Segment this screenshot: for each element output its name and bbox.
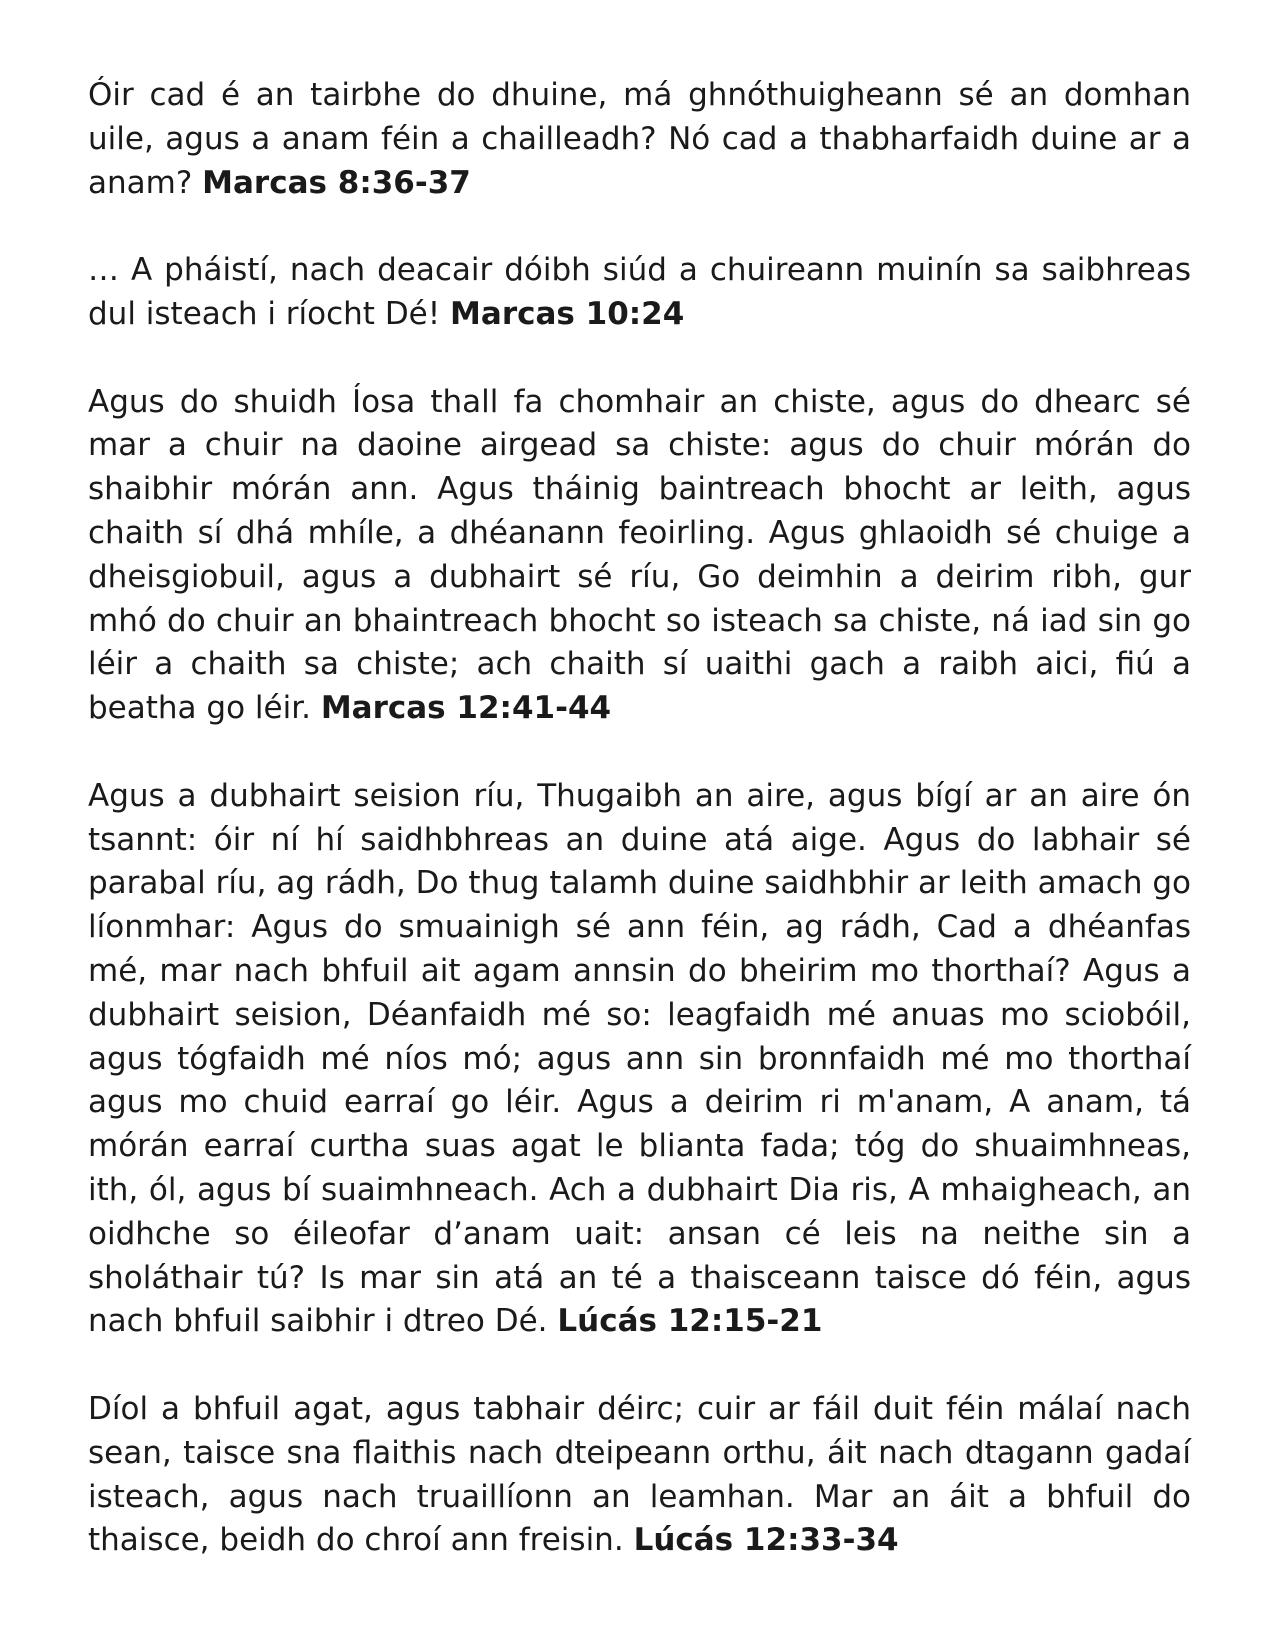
scripture-reference: Lúcás 12:15-21: [557, 1303, 823, 1340]
scripture-reference: Marcas 10:24: [450, 295, 685, 332]
passage-text: … A pháistí, nach deacair dóibh siúd a chuireann muinín sa saibhreas dul isteach i ríocht Dé!: [88, 252, 1191, 332]
scripture-reference: Marcas 12:41-44: [320, 690, 612, 727]
passage-2: [88, 249, 1191, 337]
passage-1: [88, 74, 1191, 205]
passage-3: [88, 381, 1191, 731]
passage-4: [88, 775, 1191, 1344]
document-page: [88, 74, 1191, 1607]
scripture-reference: Lúcás 12:33-34: [633, 1522, 899, 1559]
passage-text: Óir cad é an tairbhe do dhuine, má ghnóthuigheann sé an domhan uile, agus a anam féin a chailleadh? Nó cad a thabharfaidh duine ar a anam?: [88, 77, 1191, 201]
passage-text: Agus a dubhairt seision ríu, Thugaibh an aire, agus bígí ar an aire ón tsannt: óir ní hí saidhbhreas an duine atá aige. Agus do labhair sé parabal ríu, ag rádh, Do thug talamh duine saidhbhir ar leith amach go líonmhar: Agus do smuainigh sé ann féin, ag rádh, Cad a dhéanfas mé, mar nach bhfuil ait agam annsin do bheirim mo thorthaí? Agus a dubhairt seision, Déanfaidh mé so: leagfaidh mé anuas mo sciobóil, agus tógfaidh mé níos mó; agus ann sin bronnfaidh mé mo thorthaí agus mo chuid earraí go léir. Agus a deirim ri m'anam, A anam, tá mórán earraí curtha suas agat le blianta fada; tóg do shuaimhneas, ith, ól, agus bí suaimhneach. Ach a dubhairt Dia ris, A mhaigheach, an oidhche so éileofar d’anam uait: ansan cé leis na neithe sin a sholáthair tú? Is mar sin atá an té a thaisceann taisce dó féin, agus nach bhfuil saibhir i dtreo Dé.: [88, 777, 1191, 1340]
passage-text: Díol a bhfuil agat, agus tabhair déirc; cuir ar fáil duit féin málaí nach sean, taisce sna flaithis nach dteipeann orthu, áit nach dtagann gadaí isteach, agus nach truaillíonn an leamhan. Mar an áit a bhfuil do thaisce, beidh do chroí ann freisin.: [88, 1390, 1191, 1559]
scripture-reference: Marcas 8:36-37: [202, 164, 471, 201]
passage-5: [88, 1388, 1191, 1563]
passage-text: Agus do shuidh Íosa thall fa chomhair an chiste, agus do dhearc sé mar a chuir na daoine airgead sa chiste: agus do chuir mórán do shaibhir mórán ann. Agus tháinig baintreach bhocht ar leith, agus chaith sí dhá mhíle, a dhéanann feoirling. Agus ghlaoidh sé chuige a dheisgiobuil, agus a dubhairt sé ríu, Go deimhin a deirim ribh, gur mhó do chuir an bhaintreach bhocht so isteach sa chiste, ná iad sin go léir a chaith sa chiste; ach chaith sí uaithi gach a raibh aici, fiú a beatha go léir.: [88, 383, 1191, 727]
